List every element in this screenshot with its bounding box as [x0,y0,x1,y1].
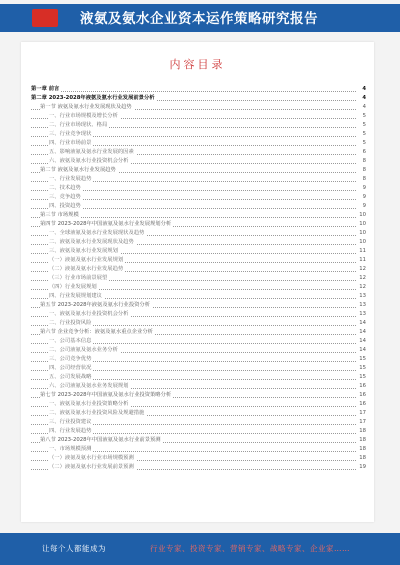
toc-entry[interactable] [31,328,366,337]
toc-entry-text: 第六节 企业竞争分析：液氨及氨水重点企业分析 [40,329,153,335]
toc-entry-text: （一）液氨及氨水行业市场规模预测 [49,455,134,461]
toc-page-number: 19 [359,464,366,470]
toc-entry-text: 一、液氨及氨水行业投资机会分析 [49,311,129,317]
toc-entry-text: 二、行业投资风险 [49,320,92,326]
toc-entry[interactable] [31,166,366,175]
toc-entry[interactable] [31,301,366,310]
footer-slogan: 让每个人都能成为 [42,544,106,553]
toc-page-number: 12 [359,275,366,281]
toc-page-number: 11 [359,248,366,254]
toc-page-number: 9 [362,194,366,200]
toc-entry-text: 一、行业发展趋势 [49,176,92,182]
toc-entry-text: 三、行业投资建议 [49,419,92,425]
toc-page-number: 8 [362,158,366,164]
toc-entry[interactable] [31,418,366,427]
toc-entry[interactable] [31,112,366,121]
toc-entry[interactable] [31,202,366,211]
toc-entry[interactable] [31,184,366,193]
toc-entry-text: （二）液氨及氨水行业发展前景预测 [49,464,134,470]
toc-entry[interactable] [31,409,366,418]
toc-entry-text: 二、液氨及氨水行业发展现状及趋势 [49,239,134,245]
toc-page-number: 9 [362,203,366,209]
toc-title: 内容目录 [169,58,226,71]
toc-page-number: 5 [362,140,366,146]
logo-mark [32,9,58,27]
toc-entry[interactable] [31,229,366,238]
toc-entry-text: 第二章 2023-2028年液氨及氨水行业发展前景分析 [31,95,155,101]
toc-entry[interactable] [31,427,366,436]
toc-entry-text: 第五节 2023-2028年液氨及氨水行业投资分析 [40,302,151,308]
toc-entry[interactable] [31,355,366,364]
document-page [21,42,374,522]
toc-page-number: 12 [359,284,366,290]
toc-entry-text: 四、公司经营状况 [49,365,92,371]
toc-entry[interactable] [31,373,366,382]
toc-entry[interactable] [31,94,366,103]
toc-entry[interactable] [31,220,366,229]
toc-page-number: 4 [362,104,366,110]
toc-entry[interactable] [31,85,366,94]
toc-entry-text: 三、竞争趋势 [49,194,81,200]
toc-entry[interactable] [31,175,366,184]
toc-page-number: 10 [359,212,366,218]
toc-entry[interactable] [31,103,366,112]
toc-entry-text: 二、行业市场现状、格局 [49,122,108,128]
toc-entry[interactable] [31,445,366,454]
toc-entry[interactable] [31,148,366,157]
toc-page-number: 15 [359,356,366,362]
toc-entry-text: 四、行业发展规划建议 [49,293,102,299]
toc-page-number: 4 [362,95,366,101]
toc-entry-text: 第七节 2023-2028年中国液氨及氨水行业投资策略分析 [40,392,172,398]
footer-roles: 行业专家、投资专家、营销专家、战略专家、企业家…… [150,544,350,553]
toc-entry-text: 四、行业市场前景 [49,140,92,146]
toc-entry-text: 一、全球液氨及氨水行业发展现状及趋势 [49,230,145,236]
toc-page-number: 16 [359,401,366,407]
toc-page-number: 17 [359,419,366,425]
toc-page-number: 5 [362,131,366,137]
toc-entry-text: 一、行业市场规模及增长分析 [49,113,118,119]
toc-page-number: 10 [359,239,366,245]
toc-entry[interactable] [31,400,366,409]
toc-entry-text: 一、公司基本信息 [49,338,92,344]
footer-bar [0,533,400,565]
toc-entry[interactable] [31,256,366,265]
toc-entry-text: 四、投资趋势 [49,203,81,209]
toc-page-number: 11 [359,257,366,263]
toc-entry[interactable] [31,346,366,355]
toc-page-number: 14 [359,329,366,335]
toc-entry[interactable] [31,121,366,130]
toc-entry[interactable] [31,337,366,346]
toc-entry[interactable] [31,265,366,274]
toc-page-number: 18 [359,437,366,443]
toc-entry[interactable] [31,310,366,319]
report-header [0,0,400,35]
toc-entry[interactable] [31,157,366,166]
toc-entry-text: 二、液氨及氨水行业投资风险及规避措施 [49,410,145,416]
toc-entry[interactable] [31,247,366,256]
toc-page-number: 14 [359,347,366,353]
toc-entry-text: 第三节 市场规模 [40,212,79,218]
toc-entry-text: 三、液氨及氨水行业发展规划 [49,248,118,254]
toc-entry-text: （三）行业市场前景展望 [49,275,108,281]
toc-page-number: 10 [359,221,366,227]
toc-page-number: 16 [359,392,366,398]
toc-page-number: 12 [359,266,366,272]
toc-entry[interactable] [31,454,366,463]
toc-entry[interactable] [31,319,366,328]
toc-entry[interactable] [31,139,366,148]
toc-entry-text: 五、公司发展战略 [49,374,92,380]
toc-entry-text: 三、公司竞争优势 [49,356,92,362]
toc-page-number: 14 [359,338,366,344]
toc-entry[interactable] [31,436,366,445]
toc-entry-text: 二、技术趋势 [49,185,81,191]
toc-page-number: 15 [359,365,366,371]
toc-page-number: 8 [362,176,366,182]
toc-entry-text: 六、液氨及氨水行业投资机会分析 [49,158,129,164]
toc-entry[interactable] [31,211,366,220]
toc-entry[interactable] [31,130,366,139]
toc-page-number: 15 [359,374,366,380]
toc-entry[interactable] [31,463,366,472]
toc-page-number: 10 [359,230,366,236]
toc-entry-text: （一）液氨及氨水行业发展规划 [49,257,124,263]
toc-entry-text: 一、液氨及氨水行业投资策略分析 [49,401,129,407]
toc-page-number: 18 [359,446,366,452]
toc-page-number: 9 [362,185,366,191]
toc-entry[interactable] [31,391,366,400]
toc-entry-text: 第四节 2023-2028年中国液氨及氨水行业发展规划分析 [40,221,172,227]
toc-page-number: 17 [359,410,366,416]
toc-page-number: 13 [359,302,366,308]
toc-entry-text: 五、影响液氨及氨水行业发展的因素 [49,149,134,155]
toc-page-number: 5 [362,122,366,128]
toc-entry[interactable] [31,292,366,301]
toc-entry-text: （二）液氨及氨水行业发展趋势 [49,266,124,272]
toc-leader-dots [31,91,356,92]
toc-entry[interactable] [31,238,366,247]
toc-entry-text: 四、行业发展趋势 [49,428,92,434]
toc-entry-text: 第八节 2023-2028年中国液氨及氨水行业前景预测 [40,437,161,443]
toc-entry-text: （四）行业发展规划 [49,284,97,290]
toc-page-number: 16 [359,383,366,389]
toc-page-number: 8 [362,167,366,173]
report-title: 液氨及氨水企业资本运作策略研究报告 [80,11,318,27]
table-of-contents [31,85,366,472]
toc-entry[interactable] [31,283,366,292]
toc-entry-text: 六、公司液氨及氨水业务发展规划 [49,383,129,389]
toc-page-number: 18 [359,455,366,461]
toc-entry[interactable] [31,382,366,391]
toc-page-number: 14 [359,320,366,326]
toc-entry-text: 第二节 液氨及氨水行业发展趋势 [40,167,116,173]
toc-page-number: 13 [359,293,366,299]
toc-page-number: 5 [362,113,366,119]
toc-page-number: 4 [362,86,366,92]
toc-entry-text: 一、市场规模预测 [49,446,92,452]
toc-page-number: 18 [359,428,366,434]
toc-entry-text: 第一节 液氨及氨水行业发展现状及趋势 [40,104,132,110]
toc-entry-text: 第一章 前言 [31,86,60,92]
toc-entry[interactable] [31,274,366,283]
toc-page-number: 13 [359,311,366,317]
toc-entry-text: 三、行业竞争现状 [49,131,92,137]
toc-entry[interactable] [31,364,366,373]
toc-page-number: 6 [362,149,366,155]
toc-entry-text: 二、公司液氨及氨水业务分析 [49,347,118,353]
toc-entry[interactable] [31,193,366,202]
